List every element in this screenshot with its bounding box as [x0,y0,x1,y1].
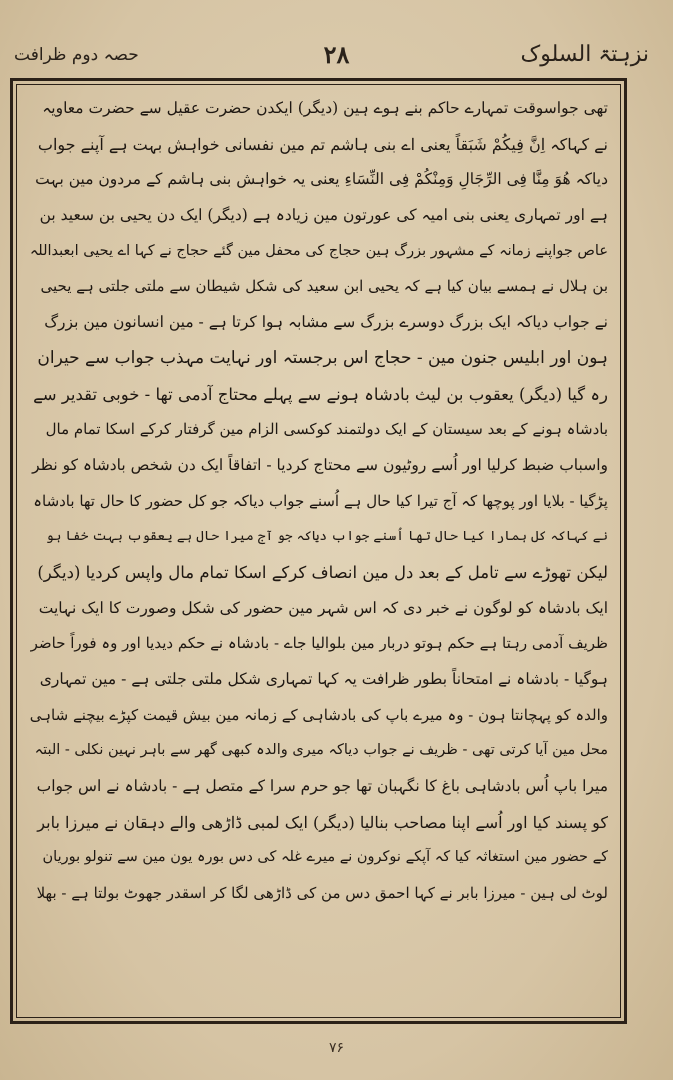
section-title: حصہ دوم ظرافت [14,45,139,65]
text-line: لوٹ لی ہین - میرزا بابر نے کہا احمق دس من کی ڈاڑھی لگا کر اسقدر جھوٹ بولتا ہے - بھلا [36,884,608,903]
text-line: نے کہاکہ اِنَّ فِیکُمْ شَبَقاً یعنی اے بنی ہاشم تم مین نفسانی خواہش بہت ہے آپنے جواب [37,134,608,154]
page-number: ۲۸ [323,40,350,69]
text-line: ظریف آدمی رہتا ہے حکم ہوتو دربار مین بلوالیا جاے - بادشاہ نے حکم دیدیا اور وہ فوراً حاضر [30,634,608,653]
body-text [29,91,608,1013]
text-line: کے حضور مین استغاثہ کیا کہ آپکے نوکرون نے میرے غلہ کی دس بورہ یون مین سے تنولو بوریان [42,849,608,866]
text-line: بن ہلال نے ہمسے بیان کیا ہے کہ یحیی ابن سعید کی شکل شیطان سے ملتی جلتی ہے یحیی [40,277,608,296]
text-line: ہوگیا - بادشاہ نے امتحاناً بطور ظرافت یہ کہا تمہاری شکل ملتی جلتی ہے - مین تمہاری [39,670,608,688]
text-line: بادشاہ ہونے کے بعد سیستان کے ایک دولتمند کوکسی الزام مین گرفتار کرکے اسکا تمام مال [45,420,608,439]
text-line: ہے اور تمہاری یعنی بنی امیہ کی عورتون مین زیادہ ہے (دیگر) ایک دن یحیی بن سعید بن [39,206,608,225]
text-line: واسباب ضبط کرلیا اور اُسے روٹیون سے محتاج کردیا - اتفاقاً ایک دن شخص بادشاہ کو نظر [32,455,608,474]
text-line: ایک بادشاہ کو لوگون نے خبر دی کہ اس شہر مین حضور کی شکل وصورت کا ایک نہایت [38,598,608,617]
text-line: پڑگیا - بلایا اور پوچھا کہ آج تیرا کیا حال ہے اُسنے جواب دیاکہ جو کل حضور کا حال تھا بادشاہ [33,491,608,510]
text-line: نے جواب دیاکہ ایک بزرگ دوسرے بزرگ سے مشابہ ہوا کرتا ہے - مین انسانون مین بزرگ [44,313,608,332]
text-line: کو پسند کیا اور اُسے اپنا مصاحب بنالیا (دیگر) ایک لمبی ڈاڑھی والے دہقان نے میرزا بابر [37,812,608,832]
page-header [12,38,661,78]
text-line: میرا باپ اُس بادشاہی باغ کا نگہبان تھا جو حرم سرا کے متصل ہے - بادشاہ نے اس جواب [36,777,608,796]
printer-signature: ۷۶ [328,1040,345,1056]
page-footer [0,1040,673,1056]
text-line: لیکن تھوڑے سے تامل کے بعد دل مین انصاف کرکے اسکا تمام مال واپس کردیا (دیگر) [37,562,608,582]
text-line: نے کہاکہ کل ہمارا کیا حال تھا اُسنے جواب دیاکہ جو آج میرا حال ہے یعقوب بہت خفا ہو [46,529,608,545]
text-line: دیاکہ ھُوَ مِنَّا فِی الرِّجَالِ وَمِنْکُمْ فِی النِّسَاءِ یعنی یہ خواہش بنی ہاشم کے مردون مین بہت [35,170,608,189]
text-frame [10,78,627,1024]
text-line: محل مین آیا کرتی تھی - ظریف نے جواب دیاکہ میری والدہ کبھی گھر سے باہر نہین نکلی - البتہ [34,742,608,759]
text-line: والدہ کو پہچانتا ہون - وہ میرے باپ کی بادشاہی کے زمانہ مین بیش قیمت کپڑے بیچنے شاہی [29,705,608,724]
text-line: تھی جواسوقت تمہارے حاکم بنے ہوے ہین (دیگر) ایکدن حضرت عقیل سے حضرت معاویہ [42,99,608,117]
text-line: عاص جواپنے زمانہ کے مشہور بزرگ ہین حجاج کی محفل مین گئے حجاج نے کہا اے یحیی ابعبداللہ [29,242,608,259]
book-title: نزہتۃ السلوک [520,42,649,67]
text-line: رہ گیا (دیگر) یعقوب بن لیث بادشاہ ہونے سے پہلے محتاج آدمی تھا - خوبی تقدیر سے [33,384,608,404]
text-line: ہون اور ابلیس جنون مین - حجاج اس برجستہ اور نہایت مہذب جواب سے حیران [37,347,608,368]
